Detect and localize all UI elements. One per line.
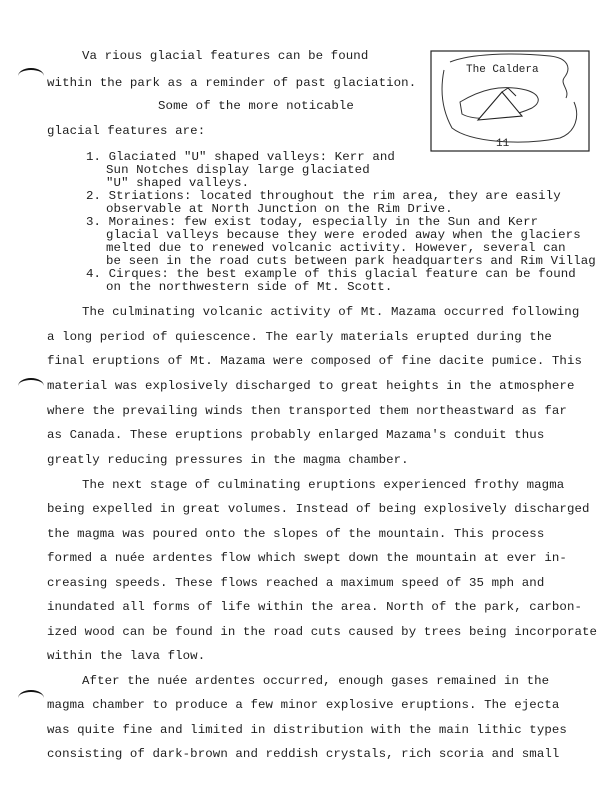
- text-line: melted due to renewed volcanic activity. However, several can: [106, 241, 566, 255]
- text-line: "U" shaped valleys.: [106, 176, 250, 190]
- text-line: greatly reducing pressures in the magma chamber.: [47, 453, 409, 467]
- text-line: within the lava flow.: [47, 649, 206, 663]
- text-line: on the northwestern side of Mt. Scott.: [106, 280, 393, 294]
- list-item: 2. Striations: located throughout the rim area, they are easily: [86, 189, 561, 203]
- list-item: 3. Moraines: few exist today, especially in the Sun and Kerr: [86, 215, 539, 229]
- text-line: ized wood can be found in the road cuts caused by trees being incorporate: [47, 625, 598, 639]
- figure-title: The Caldera: [466, 64, 539, 76]
- text-line: the magma was poured onto the slopes of the mountain. This process: [47, 527, 545, 541]
- list-item: 1. Glaciated "U" shaped valleys: Kerr and: [86, 150, 395, 164]
- text-line: creasing speeds. These flows reached a maximum speed of 35 mph and: [47, 576, 545, 590]
- caldera-sketch-figure: [430, 50, 590, 152]
- text-line: Some of the more noticable: [158, 99, 354, 113]
- text-line: where the prevailing winds then transported them northeastward as far: [47, 404, 567, 418]
- text-line: magma chamber to produce a few minor explosive eruptions. The ejecta: [47, 698, 560, 712]
- text-line: Va rious glacial features can be found: [82, 49, 369, 63]
- text-line: The next stage of culminating eruptions experienced frothy magma: [82, 478, 565, 492]
- text-line: as Canada. These eruptions probably enlarged Mazama's conduit thus: [47, 428, 545, 442]
- figure-number: 11: [496, 138, 510, 150]
- binder-hole-mark: [18, 378, 44, 394]
- text-line: inundated all forms of life within the area. North of the park, carbon-: [47, 600, 583, 614]
- text-line: Sun Notches display large glaciated: [106, 163, 370, 177]
- text-line: was quite fine and limited in distribution with the main lithic types: [47, 723, 567, 737]
- text-line: being expelled in great volumes. Instead of being explosively discharged: [47, 502, 590, 516]
- text-line: formed a nuée ardentes flow which swept down the mountain at ever in-: [47, 551, 567, 565]
- text-line: consisting of dark-brown and reddish crystals, rich scoria and small: [47, 747, 560, 761]
- text-line: within the park as a reminder of past glaciation.: [47, 76, 417, 90]
- text-line: glacial features are:: [47, 124, 206, 138]
- text-line: After the nuée ardentes occurred, enough gases remained in the: [82, 674, 550, 688]
- text-line: The culminating volcanic activity of Mt. Mazama occurred following: [82, 305, 580, 319]
- binder-hole-mark: [18, 68, 44, 84]
- list-item: 4. Cirques: the best example of this glacial feature can be found: [86, 267, 576, 281]
- text-line: a long period of quiescence. The early materials erupted during the: [47, 330, 552, 344]
- text-line: final eruptions of Mt. Mazama were composed of fine dacite pumice. This: [47, 354, 583, 368]
- text-line: observable at North Junction on the Rim Drive.: [106, 202, 453, 216]
- text-line: glacial valleys because they were eroded away when the glaciers: [106, 228, 581, 242]
- text-line: be seen in the road cuts between park headquarters and Rim Villag: [106, 254, 596, 268]
- binder-hole-mark: [18, 690, 44, 706]
- text-line: material was explosively discharged to great heights in the atmosphere: [47, 379, 575, 393]
